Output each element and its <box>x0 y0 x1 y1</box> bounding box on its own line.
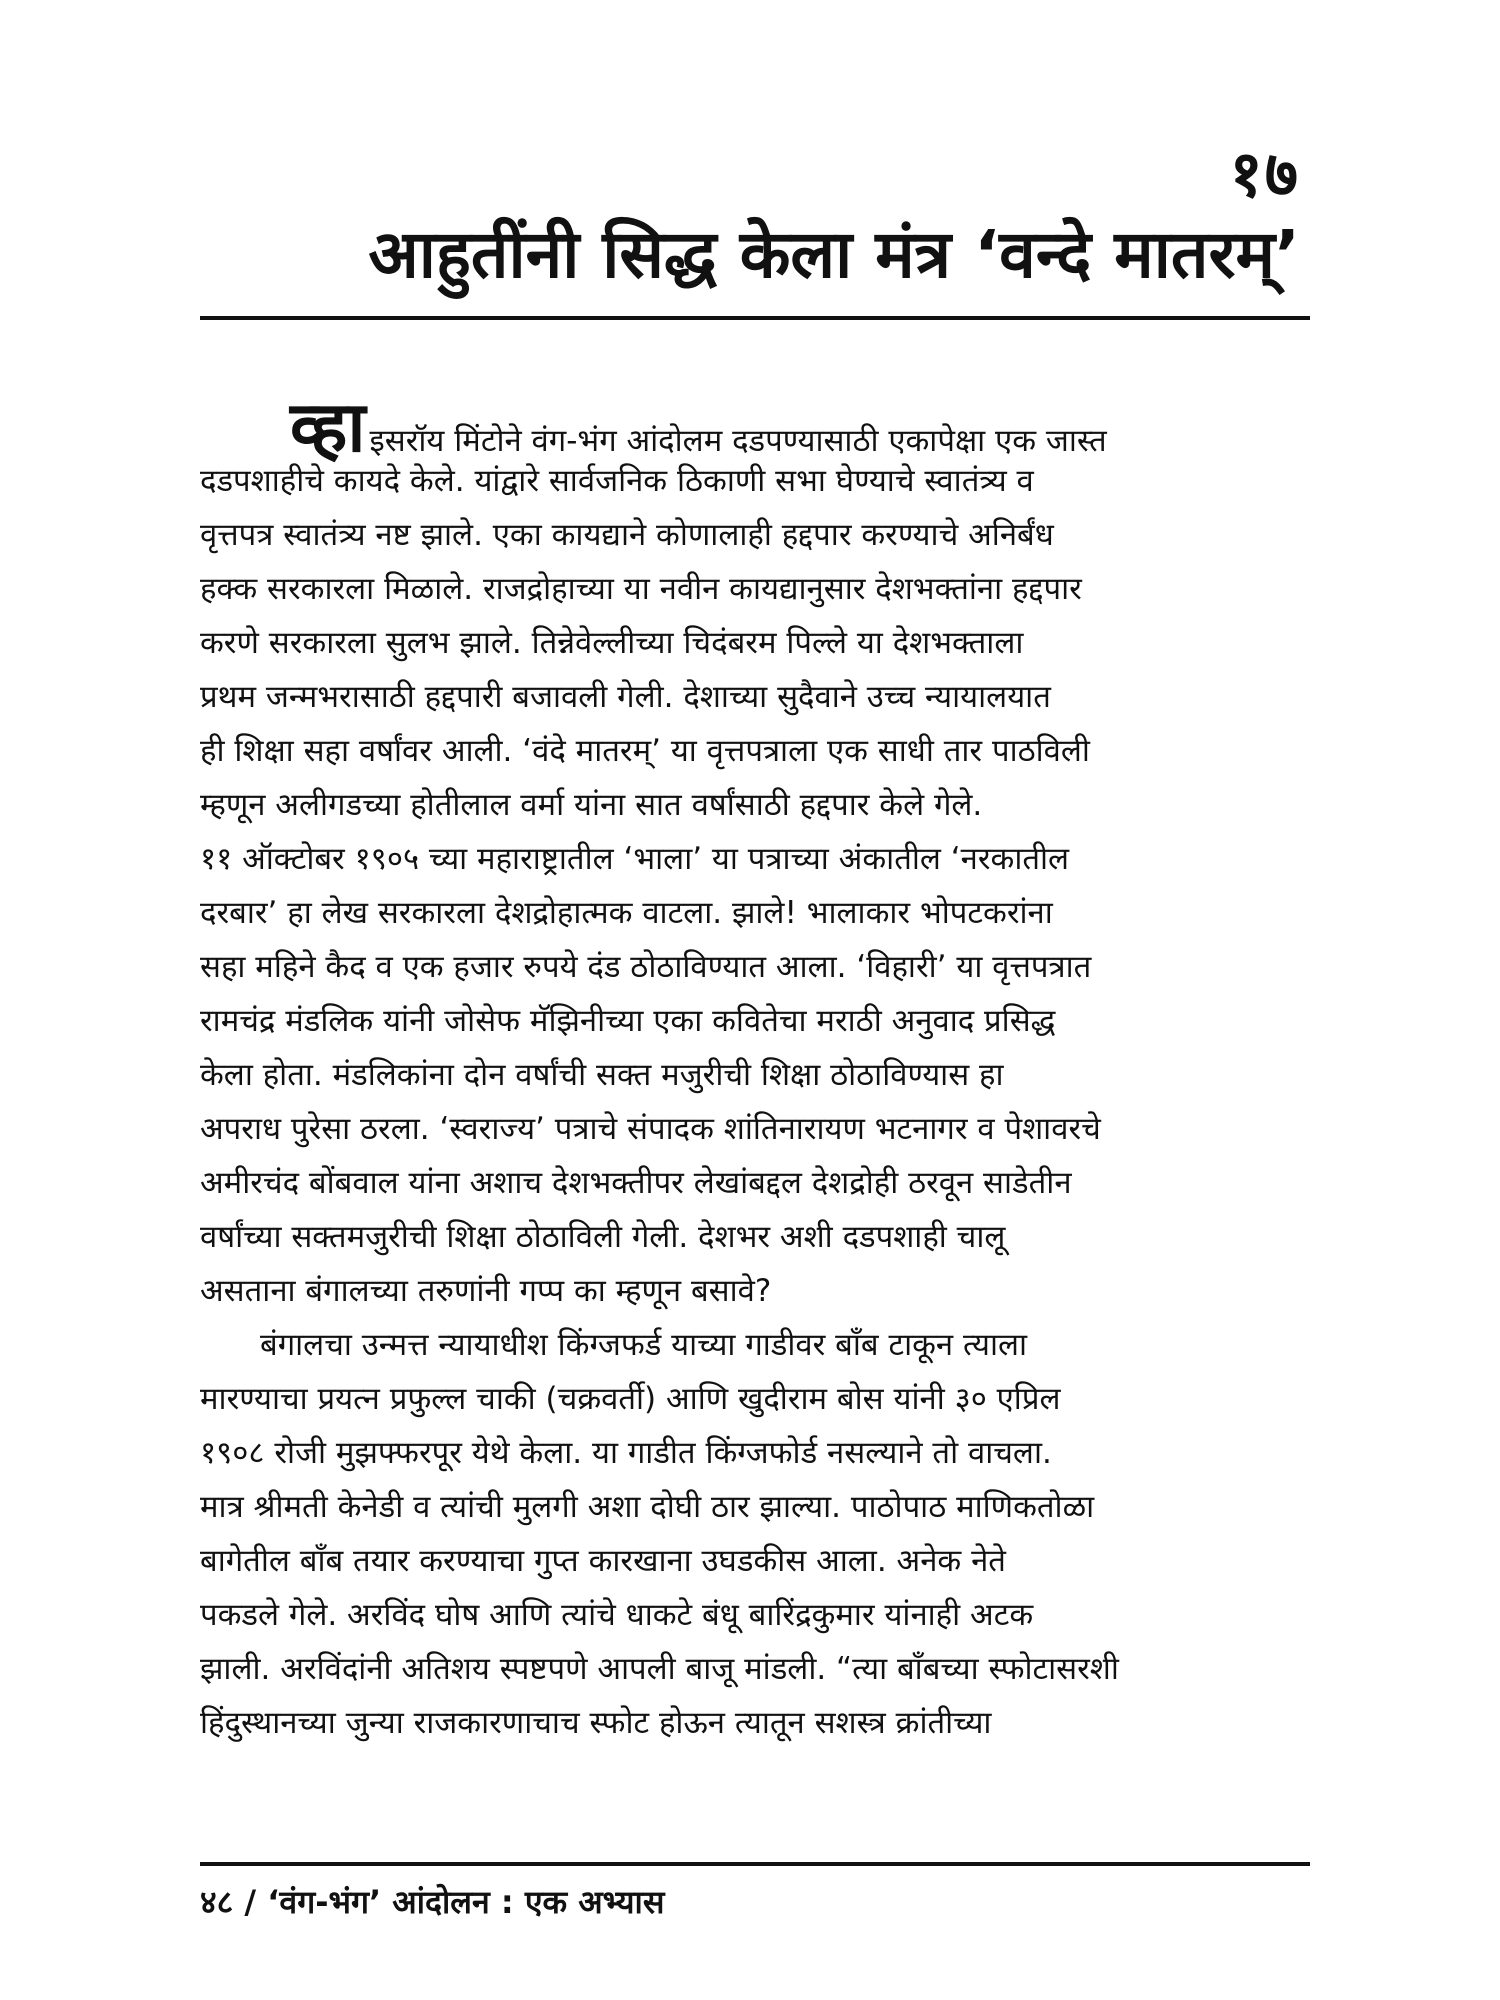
paragraph-line: सहा महिने कैद व एक हजार रुपये दंड ठोठाविण्यात आला. ‘विहारी’ या वृत्तपत्रात <box>200 949 1092 985</box>
paragraph-line: करणे सरकारला सुलभ झाले. तिन्नेवेल्लीच्या चिदंबरम पिल्ले या देशभक्ताला <box>200 625 1024 661</box>
chapter-number: १७ <box>1229 138 1300 212</box>
paragraph-line: मात्र श्रीमती केनेडी व त्यांची मुलगी अशा दोघी ठार झाल्या. पाठोपाठ माणिकतोळा <box>200 1489 1095 1525</box>
paragraph-line: असताना बंगालच्या तरुणांनी गप्प का म्हणून बसावे? <box>200 1273 772 1309</box>
body-text <box>200 386 1310 1750</box>
paragraph-line: अमीरचंद बोंबवाल यांना अशाच देशभक्तीपर लेखांबद्दल देशद्रोही ठरवून साडेतीन <box>200 1165 1072 1201</box>
paragraph-line: प्रथम जन्मभरासाठी हद्दपारी बजावली गेली. देशाच्या सुदैवाने उच्च न्यायालयात <box>200 679 1051 715</box>
paragraph-line: ११ ऑक्टोबर १९०५ च्या महाराष्ट्रातील ‘भाला’ या पत्राच्या अंकातील ‘नरकातील <box>200 841 1070 877</box>
page-footer: ४८ / ‘वंग-भंग’ आंदोलन : एक अभ्यास <box>200 1883 665 1921</box>
paragraph-line: हिंदुस्थानच्या जुन्या राजकारणाचाच स्फोट होऊन त्यातून सशस्त्र क्रांतीच्या <box>200 1705 992 1741</box>
paragraph-line: केला होता. मंडलिकांना दोन वर्षांची सक्त मजुरीची शिक्षा ठोठाविण्यास हा <box>200 1057 1004 1093</box>
paragraph-line: मारण्याचा प्रयत्न प्रफुल्ल चाकी (चक्रवर्ती) आणि खुदीराम बोस यांनी ३० एप्रिल <box>200 1381 1061 1417</box>
chapter-title: आहुतींनी सिद्ध केला मंत्र ‘वन्दे मातरम्’ <box>368 216 1300 293</box>
paragraph-line: झाली. अरविंदांनी अतिशय स्पष्टपणे आपली बाजू मांडली. “त्या बाँबच्या स्फोटासरशी <box>200 1651 1119 1687</box>
paragraph-line: बंगालचा उन्मत्त न्यायाधीश किंग्जफर्ड याच्या गाडीवर बाँब टाकून त्याला <box>260 1327 1028 1363</box>
paragraph-line: १९०८ रोजी मुझफ्फरपूर येथे केला. या गाडीत किंग्जफोर्ड नसल्याने तो वाचला. <box>200 1435 1052 1471</box>
paragraph-line: वर्षांच्या सक्तमजुरीची शिक्षा ठोठाविली गेली. देशभर अशी दडपशाही चालू <box>200 1219 1006 1255</box>
paragraph-line: वृत्तपत्र स्वातंत्र्य नष्ट झाले. एका कायद्याने कोणालाही हद्दपार करण्याचे अनिर्बंध <box>200 517 1054 553</box>
paragraph-line: पकडले गेले. अरविंद घोष आणि त्यांचे धाकटे बंधू बारिंद्रकुमार यांनाही अटक <box>200 1597 1034 1633</box>
paragraph-line: अपराध पुरेसा ठरला. ‘स्वराज्य’ पत्राचे संपादक शांतिनारायण भटनागर व पेशावरचे <box>200 1111 1101 1147</box>
paragraph-line: रामचंद्र मंडलिक यांनी जोसेफ मॅझिनीच्या एका कवितेचा मराठी अनुवाद प्रसिद्ध <box>200 1003 1056 1039</box>
paragraph-line: म्हणून अलीगडच्या होतीलाल वर्मा यांना सात वर्षांसाठी हद्दपार केले गेले. <box>200 787 983 823</box>
paragraph-line-text: इसरॉय मिंटोने वंग-भंग आंदोलम दडपण्यासाठी एकापेक्षा एक जास्त <box>369 423 1107 459</box>
drop-cap: व्हा <box>290 386 366 468</box>
paragraph-line: बागेतील बाँब तयार करण्याचा गुप्त कारखाना उघडकीस आला. अनेक नेते <box>200 1543 1006 1579</box>
paragraph-line: दरबार’ हा लेख सरकारला देशद्रोहात्मक वाटला. झाले! भालाकार भोपटकरांना <box>200 895 1053 931</box>
paragraph-line: दडपशाहीचे कायदे केले. यांद्वारे सार्वजनिक ठिकाणी सभा घेण्याचे स्वातंत्र्य व <box>200 463 1034 499</box>
paragraph-line <box>200 386 1310 468</box>
title-divider <box>200 316 1310 320</box>
paragraph-line: ही शिक्षा सहा वर्षांवर आली. ‘वंदे मातरम्’ या वृत्तपत्राला एक साधी तार पाठविली <box>200 733 1090 769</box>
footer-divider <box>200 1862 1310 1866</box>
paragraph-line: हक्क सरकारला मिळाले. राजद्रोहाच्या या नवीन कायद्यानुसार देशभक्तांना हद्दपार <box>200 571 1082 607</box>
